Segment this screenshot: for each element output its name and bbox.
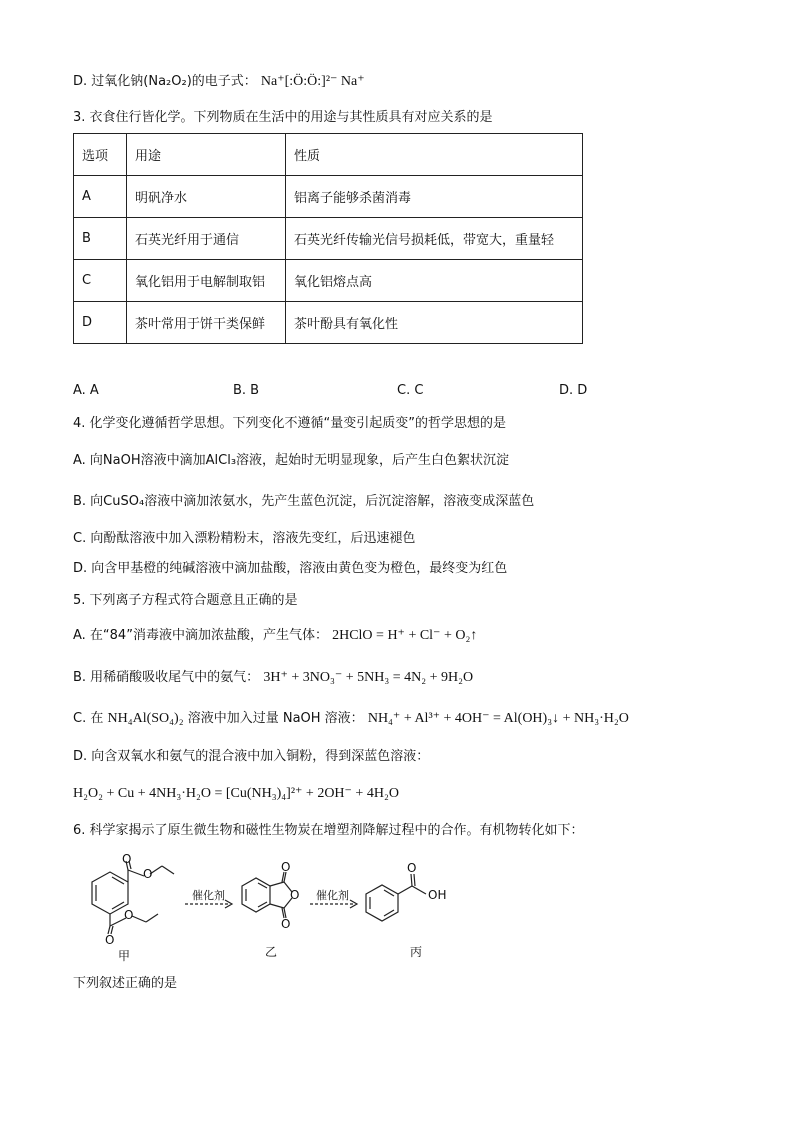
jia-o-bottom: O (105, 933, 115, 947)
yi-o-top: O (281, 860, 291, 874)
q6-after: 下列叙述正确的是 (73, 976, 178, 991)
q5-option-c (73, 709, 629, 729)
jia-o-ester1: O (143, 867, 153, 881)
q5b-equation: 3H⁺ + 3NO₃⁻ + 5NH₃ = 4N₂ + 9H₂O (263, 670, 474, 685)
row-b-property: 石英光纤传输光信号损耗低，带宽大，重量轻 (286, 218, 583, 260)
row-a-use: 明矾净水 (127, 176, 286, 218)
row-a-property: 铝离子能够杀菌消毒 (286, 176, 583, 218)
q4-option-c: C. 向酚酞溶液中加入漂粉精粉末，溶液先变红，后迅速褪色 (73, 531, 416, 546)
q3-option-d: D. D (559, 383, 588, 398)
q6-stem: 6. 科学家揭示了原生微生物和磁性生物炭在增塑剂降解过程中的合作。有机物转化如下： (73, 823, 584, 838)
reaction-scheme (70, 852, 470, 967)
label-bing: 丙 (410, 945, 423, 959)
q4-option-d: D. 向含甲基橙的纯碱溶液中滴加盐酸，溶液由黄色变为橙色，最终变为红色 (73, 561, 508, 576)
label-yi: 乙 (265, 945, 278, 959)
q3-stem: 3. 衣食住行皆化学。下列物质在生活中的用途与其性质具有对应关系的是 (73, 110, 493, 125)
row-b-use: 石英光纤用于通信 (127, 218, 286, 260)
catalyst-2: 催化剂 (316, 889, 349, 902)
header-use: 用途 (127, 134, 286, 176)
row-c-use: 氧化铝用于电解制取铝 (127, 260, 286, 302)
row-d-property: 茶叶酚具有氧化性 (286, 302, 583, 344)
q5a-text: A. 在“84”消毒液中滴加浓盐酸，产生气体： (73, 628, 328, 643)
q2d-text: D. 过氧化钠(Na₂O₂)的电子式： (73, 74, 257, 89)
bing-o-top: O (407, 861, 417, 875)
q4-stem: 4. 化学变化遵循哲学思想。下列变化不遵循“量变引起质变”的哲学思想的是 (73, 416, 507, 431)
q3-option-c: C. C (397, 383, 424, 398)
yi-o-bottom: O (281, 917, 291, 931)
q5b-text: B. 用稀硝酸吸收尾气中的氨气： (73, 670, 260, 685)
q5c-salt: NH₄Al(SO₄)₂ (107, 711, 184, 726)
jia-o-top: O (122, 852, 132, 866)
q5c-text2: 溶液中加入过量 NaOH 溶液： (187, 711, 364, 726)
jia-benzene-ring (92, 872, 128, 914)
q2-option-d (73, 72, 365, 92)
header-property: 性质 (286, 134, 583, 176)
q4-option-b: B. 向CuSO₄溶液中滴加浓氨水，先产生蓝色沉淀，后沉淀溶解，溶液变成深蓝色 (73, 494, 535, 509)
q5d-equation: H₂O₂ + Cu + 4NH₃·H₂O = [Cu(NH₃)₄]²⁺ + 2OH⁻ + 4H₂O (73, 786, 399, 801)
q5-stem: 5. 下列离子方程式符合题意且正确的是 (73, 593, 298, 608)
row-c-property: 氧化铝熔点高 (286, 260, 583, 302)
q3-option-b: B. B (233, 383, 260, 398)
q5c-equation: NH₄⁺ + Al³⁺ + 4OH⁻ = Al(OH)₃↓ + NH₃·H₂O (367, 711, 629, 726)
q5-option-d: D. 向含双氧水和氨气的混合液中加入铜粉，得到深蓝色溶液： (73, 749, 430, 764)
table-row (74, 176, 583, 218)
q3-table (73, 133, 583, 344)
q5a-equation: 2HClO = H⁺ + Cl⁻ + O₂↑ (332, 628, 478, 643)
table-row (74, 218, 583, 260)
table-row (74, 260, 583, 302)
table-header-row (74, 134, 583, 176)
row-a-option: A (74, 176, 127, 218)
bing-oh: OH (428, 888, 447, 902)
row-b-option: B (74, 218, 127, 260)
q3-options (73, 383, 633, 403)
catalyst-1: 催化剂 (192, 889, 225, 902)
q5c-text1: C. 在 (73, 711, 104, 726)
q4-option-a: A. 向NaOH溶液中滴加AlCl₃溶液，起始时无明显现象，后产生白色絮状沉淀 (73, 453, 510, 468)
row-d-use: 茶叶常用于饼干类保鲜 (127, 302, 286, 344)
label-jia: 甲 (118, 949, 131, 963)
q2d-formula: Na⁺[:Ö:Ö:]²⁻ Na⁺ (260, 74, 365, 89)
yi-o-ring: O (290, 888, 300, 902)
table-row (74, 302, 583, 344)
q5-option-a (73, 626, 477, 646)
header-option: 选项 (74, 134, 127, 176)
row-c-option: C (74, 260, 127, 302)
row-d-option: D (74, 302, 127, 344)
q3-option-a: A. A (73, 383, 99, 398)
bing-benzene-ring (366, 885, 398, 921)
q5-option-b (73, 668, 473, 688)
jia-o-ester2: O (124, 908, 134, 922)
